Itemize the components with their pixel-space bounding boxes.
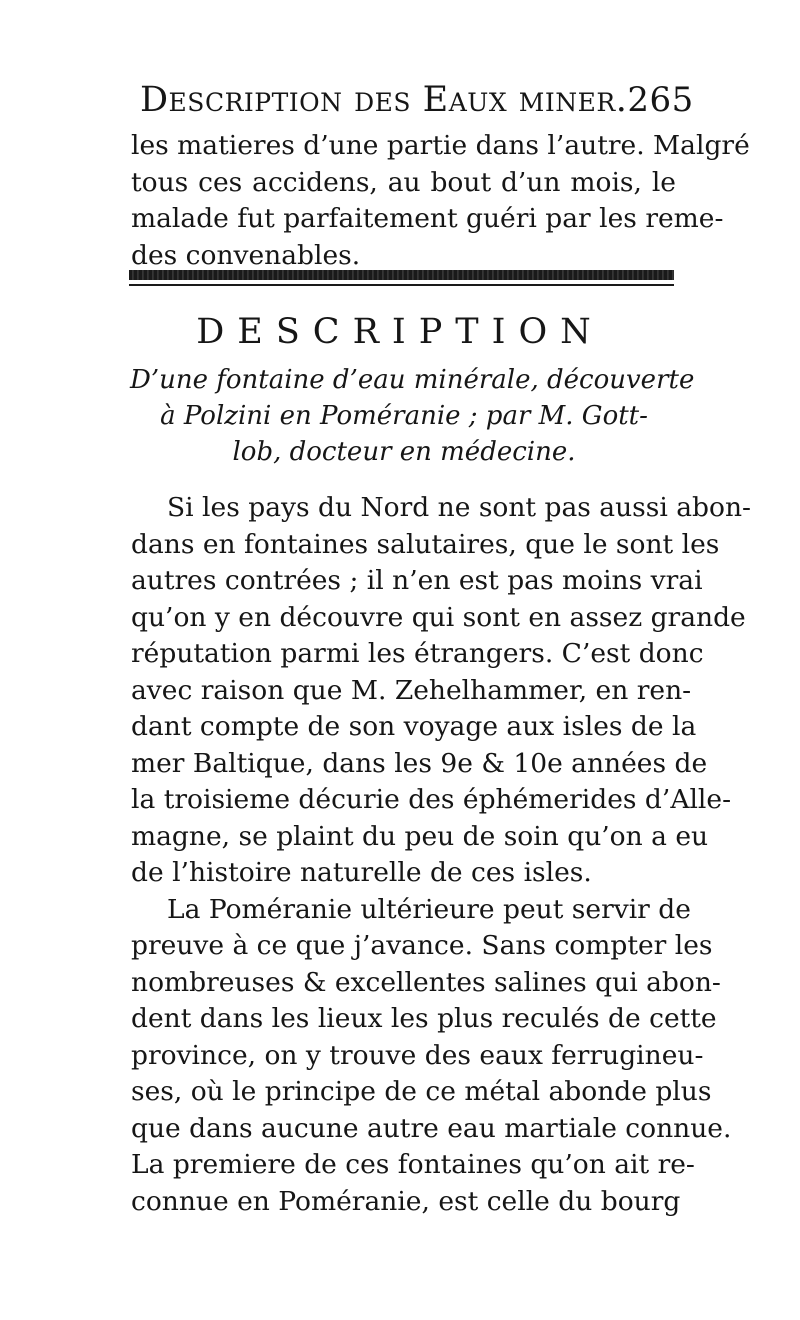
text-line: réputation parmi les étrangers. C’est donc — [131, 638, 704, 669]
paragraph-first-line: La Poméranie ultérieure peut servir de — [167, 893, 691, 925]
text-line: avec raison que M. Zehelhammer, en ren- — [131, 674, 692, 706]
text-line: que dans aucune autre eau martiale connue. — [131, 1112, 732, 1144]
text-line: dent dans les lieux les plus reculés de cette — [131, 1003, 717, 1034]
subtitle-line: D’une fontaine d’eau minérale, découverte — [130, 365, 695, 395]
section-title: DESCRIPTION — [196, 312, 604, 352]
divider-bar — [129, 270, 674, 280]
text-line: de l’histoire naturelle de ces isles. — [131, 857, 592, 888]
text-line: mer Baltique, dans les 9e & 10e années de — [131, 747, 708, 779]
text-line: magne, se plaint du peu de soin qu’on a eu — [131, 820, 709, 852]
running-title: Description des Eaux miner. — [140, 80, 628, 120]
text-line: la troisieme décurie des éphémerides d’Alle- — [131, 784, 732, 815]
divider-hairline — [129, 284, 674, 286]
subtitle-line: lob, docteur en médecine. — [232, 437, 576, 467]
text-line: province, on y trouve des eaux ferrugineu- — [131, 1039, 704, 1071]
text-line: autres contrées ; il n’en est pas moins vrai — [131, 565, 703, 596]
body-text — [131, 490, 751, 1220]
text-line: tous ces accidens, au bout d’un mois, le — [131, 166, 676, 198]
carry-over-paragraph — [131, 128, 750, 274]
section-divider-ornament — [129, 270, 674, 290]
paragraph-first-line: Si les pays du Nord ne sont pas aussi abon- — [167, 492, 751, 523]
text-line: dans en fontaines salutaires, que le sont les — [131, 528, 720, 560]
text-line: qu’on y en découvre qui sont en assez grande — [131, 601, 746, 633]
text-line: les matieres d’une partie dans l’autre. Malgré — [131, 130, 750, 161]
text-line: nombreuses & excellentes salines qui abon- — [131, 966, 721, 998]
text-line: malade fut parfaitement guéri par les reme- — [131, 203, 724, 234]
section-subtitle — [130, 362, 695, 470]
text-line: preuve à ce que j’avance. Sans compter les — [131, 930, 713, 961]
text-line: La premiere de ces fontaines qu’on ait re- — [131, 1149, 695, 1180]
text-line: dant compte de son voyage aux isles de la — [131, 711, 697, 742]
subtitle-line: à Polzini en Poméranie ; par M. Gott- — [160, 401, 648, 431]
text-line: connue en Poméranie, est celle du bourg — [131, 1185, 681, 1217]
running-header — [140, 80, 694, 124]
text-line: des convenables. — [131, 239, 361, 271]
page-number: 265 — [627, 80, 694, 120]
text-line: ses, où le principe de ce métal abonde plus — [131, 1076, 712, 1107]
